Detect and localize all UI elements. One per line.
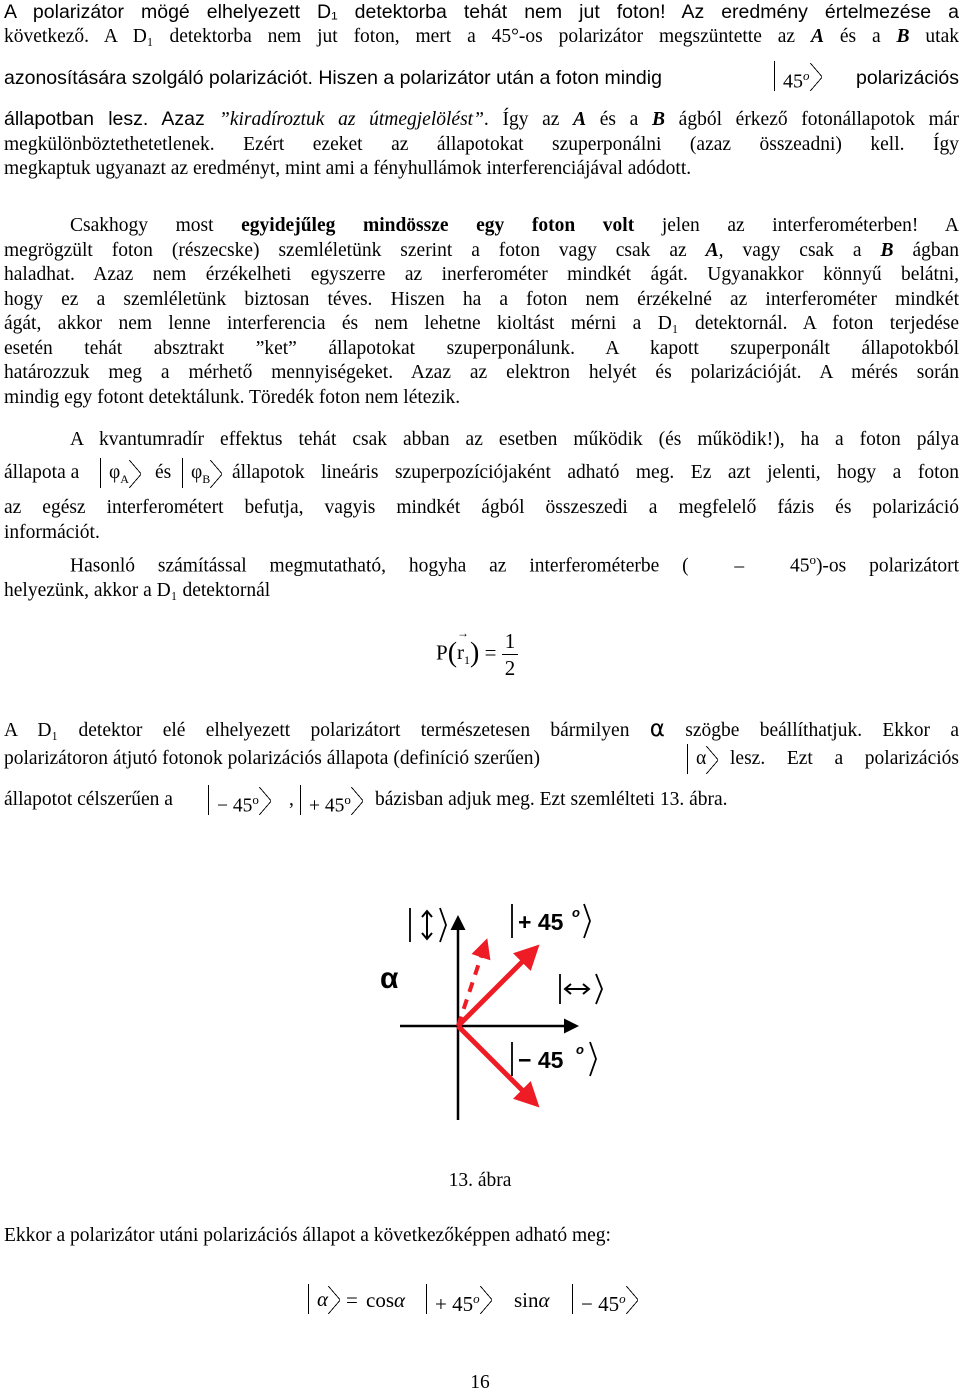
sin-term: sinα [514, 1288, 550, 1312]
formula-eq: = [346, 1288, 358, 1312]
text-line: az egész interferométert befutja, vagyis mindkét ágból összeszedi a megfelelő fázis és polarizáció [4, 497, 959, 518]
formula-probability: P(r → $_1$) = $\frac{1}{2}$ [436, 628, 518, 681]
text-line: Hasonló számítással megmutatható, hogyha az interferométerbe ( – 45$^o$)-os polarizátort [70, 552, 960, 577]
svg-text:+ 45: + 45 [518, 909, 564, 935]
page-number: 16 [470, 1372, 490, 1393]
formula-alpha-decomposition [308, 1284, 668, 1324]
cos-term: cosα [366, 1288, 406, 1312]
ket-45: 45$^o$ [774, 61, 824, 91]
polarization-basis-figure [340, 870, 640, 1130]
svg-text:o: o [576, 1042, 584, 1057]
text-line: állapotban lesz. Azaz ”kiradíroztuk az útmegjelölést”. Így az A és a B ágból érkező fotonállapotok már [4, 108, 959, 130]
formula-eq: = [484, 640, 497, 665]
paragraph-1 [4, 0, 959, 49]
ket-alpha-lhs: α [308, 1284, 342, 1314]
text-line: hogy ez a szemléletünk biztosan téves. Hiszen ha a foton nem érzékelné az interferométer mindkét [4, 288, 959, 310]
text-span: , [289, 789, 294, 810]
text-span: és [155, 462, 172, 483]
ket-minus-45-label [512, 1042, 596, 1076]
text-line: megrögzült foton (részecske) szemléletünk szerint a foton vagy csak az A, vagy csak a B ágban [4, 239, 960, 261]
text-span: állapotot célszerűen a [4, 789, 173, 810]
text-line: mindig egy fotont detektálunk. Töredék foton nem létezik. [4, 386, 461, 408]
paragraph-5-line3 [4, 785, 959, 819]
text-line: polarizációs [856, 67, 959, 89]
svg-text:− 45: − 45 [518, 1047, 564, 1073]
text-span: lesz. Ezt a polarizációs [730, 748, 959, 769]
text-line: azonosítására szolgáló polarizációt. Hiszen a polarizátor után a foton mindig [4, 67, 662, 89]
formula-p: P [436, 640, 448, 665]
alpha-label: α [380, 962, 399, 995]
ket-vertical [410, 908, 446, 942]
text-line: A D₁ detektor elé elhelyezett polarizátort természetesen bármilyen α szögbe beállíthatjuk. Ekkor a [4, 716, 960, 742]
text-span: bázisban adjuk meg. Ezt szemlélteti 13. ábra. [375, 789, 728, 810]
ket-alpha: α [687, 744, 720, 774]
text-line: információt. [4, 521, 100, 543]
ket-minus-45: − $45^o$ [208, 785, 273, 815]
ket-phi-b: $\varphi_B$ [182, 458, 224, 488]
text-line: ágát, akkor nem lenne interferencia és nem lehetne kioltást mérni a D₁ detektornál. A foton terjedése [4, 313, 959, 334]
text-line: haladhat. Azaz nem érzékelheti egyszerre az inerferométer mindkét ágát. Ugyanakkor könnyű belátni, [4, 264, 959, 285]
paragraph-6 [4, 1224, 959, 1249]
paragraph-3-math-line [4, 456, 959, 490]
text-line: esetén tehát absztrakt ”ket” állapotokat szuperponálunk. A kapott szuperponált állapotokból [4, 337, 959, 359]
text-line: A kvantumradír effektus tehát csak abban az esetben működik (és működik!), ha a foton pálya [70, 429, 959, 450]
ket-plus-45-rhs: + $45^o$ [426, 1284, 494, 1314]
paragraph-4 [4, 548, 959, 604]
text-line: határozzuk meg a mérhető mennyiségeket. Azaz az elektron helyét és polarizációját. A mérés során [4, 362, 959, 383]
paragraph-5-line2 [4, 744, 959, 778]
figure-caption: 13. ábra [448, 1170, 512, 1191]
paragraph-3-end [4, 496, 959, 545]
ket-horizontal [560, 974, 602, 1004]
text-line: megkülönböztethetetlenek. Ezért ezeket az állapotokat szuperponálni (azaz összeadni) kell. Így [4, 133, 959, 155]
text-span: állapotok lineáris szuperpozíciójaként adható meg. Ez azt jelenti, hogy a foton [232, 462, 959, 483]
text-line: Ekkor a polarizátor utáni polarizációs állapot a következőképpen adható meg: [4, 1225, 611, 1246]
text-line: Csakhogy most egyidejűleg mindössze egy foton volt jelen az interferométerben! A [70, 215, 959, 236]
paragraph-2 [4, 214, 959, 410]
ket-minus-45-rhs: − $45^o$ [572, 1284, 640, 1314]
text-line: A polarizátor mögé elhelyezett D₁ detektorba tehát nem jut foton! Az eredmény értelmezése a [4, 1, 959, 23]
fraction-one-half: $\frac{1}{2}$ [502, 628, 519, 681]
text-line: következő. A D₁ detektorba nem jut foton, mert a 45°-os polarizátor megszüntette az A és a B utak [4, 25, 959, 47]
svg-text:o: o [572, 905, 580, 920]
ket-phi-a: $\varphi_A$ [100, 458, 143, 488]
paragraph-1-end [4, 107, 959, 182]
paragraph-3 [4, 428, 959, 453]
text-line: megkaptuk ugyanazt az eredményt, mint ami a fényhullámok interferenciájával adódott. [4, 158, 692, 179]
ket-plus-45-label [512, 904, 590, 938]
text-span: polarizátoron átjutó fotonok polarizációs állapota (definíció szerűen) [4, 748, 541, 769]
text-span: állapota a [4, 462, 80, 483]
formula-r: r [457, 640, 465, 665]
ket-plus-45: + $45^o$ [300, 785, 365, 815]
text-line: helyezünk, akkor a D₁ detektornál [4, 580, 271, 601]
paragraph-5 [4, 717, 959, 744]
